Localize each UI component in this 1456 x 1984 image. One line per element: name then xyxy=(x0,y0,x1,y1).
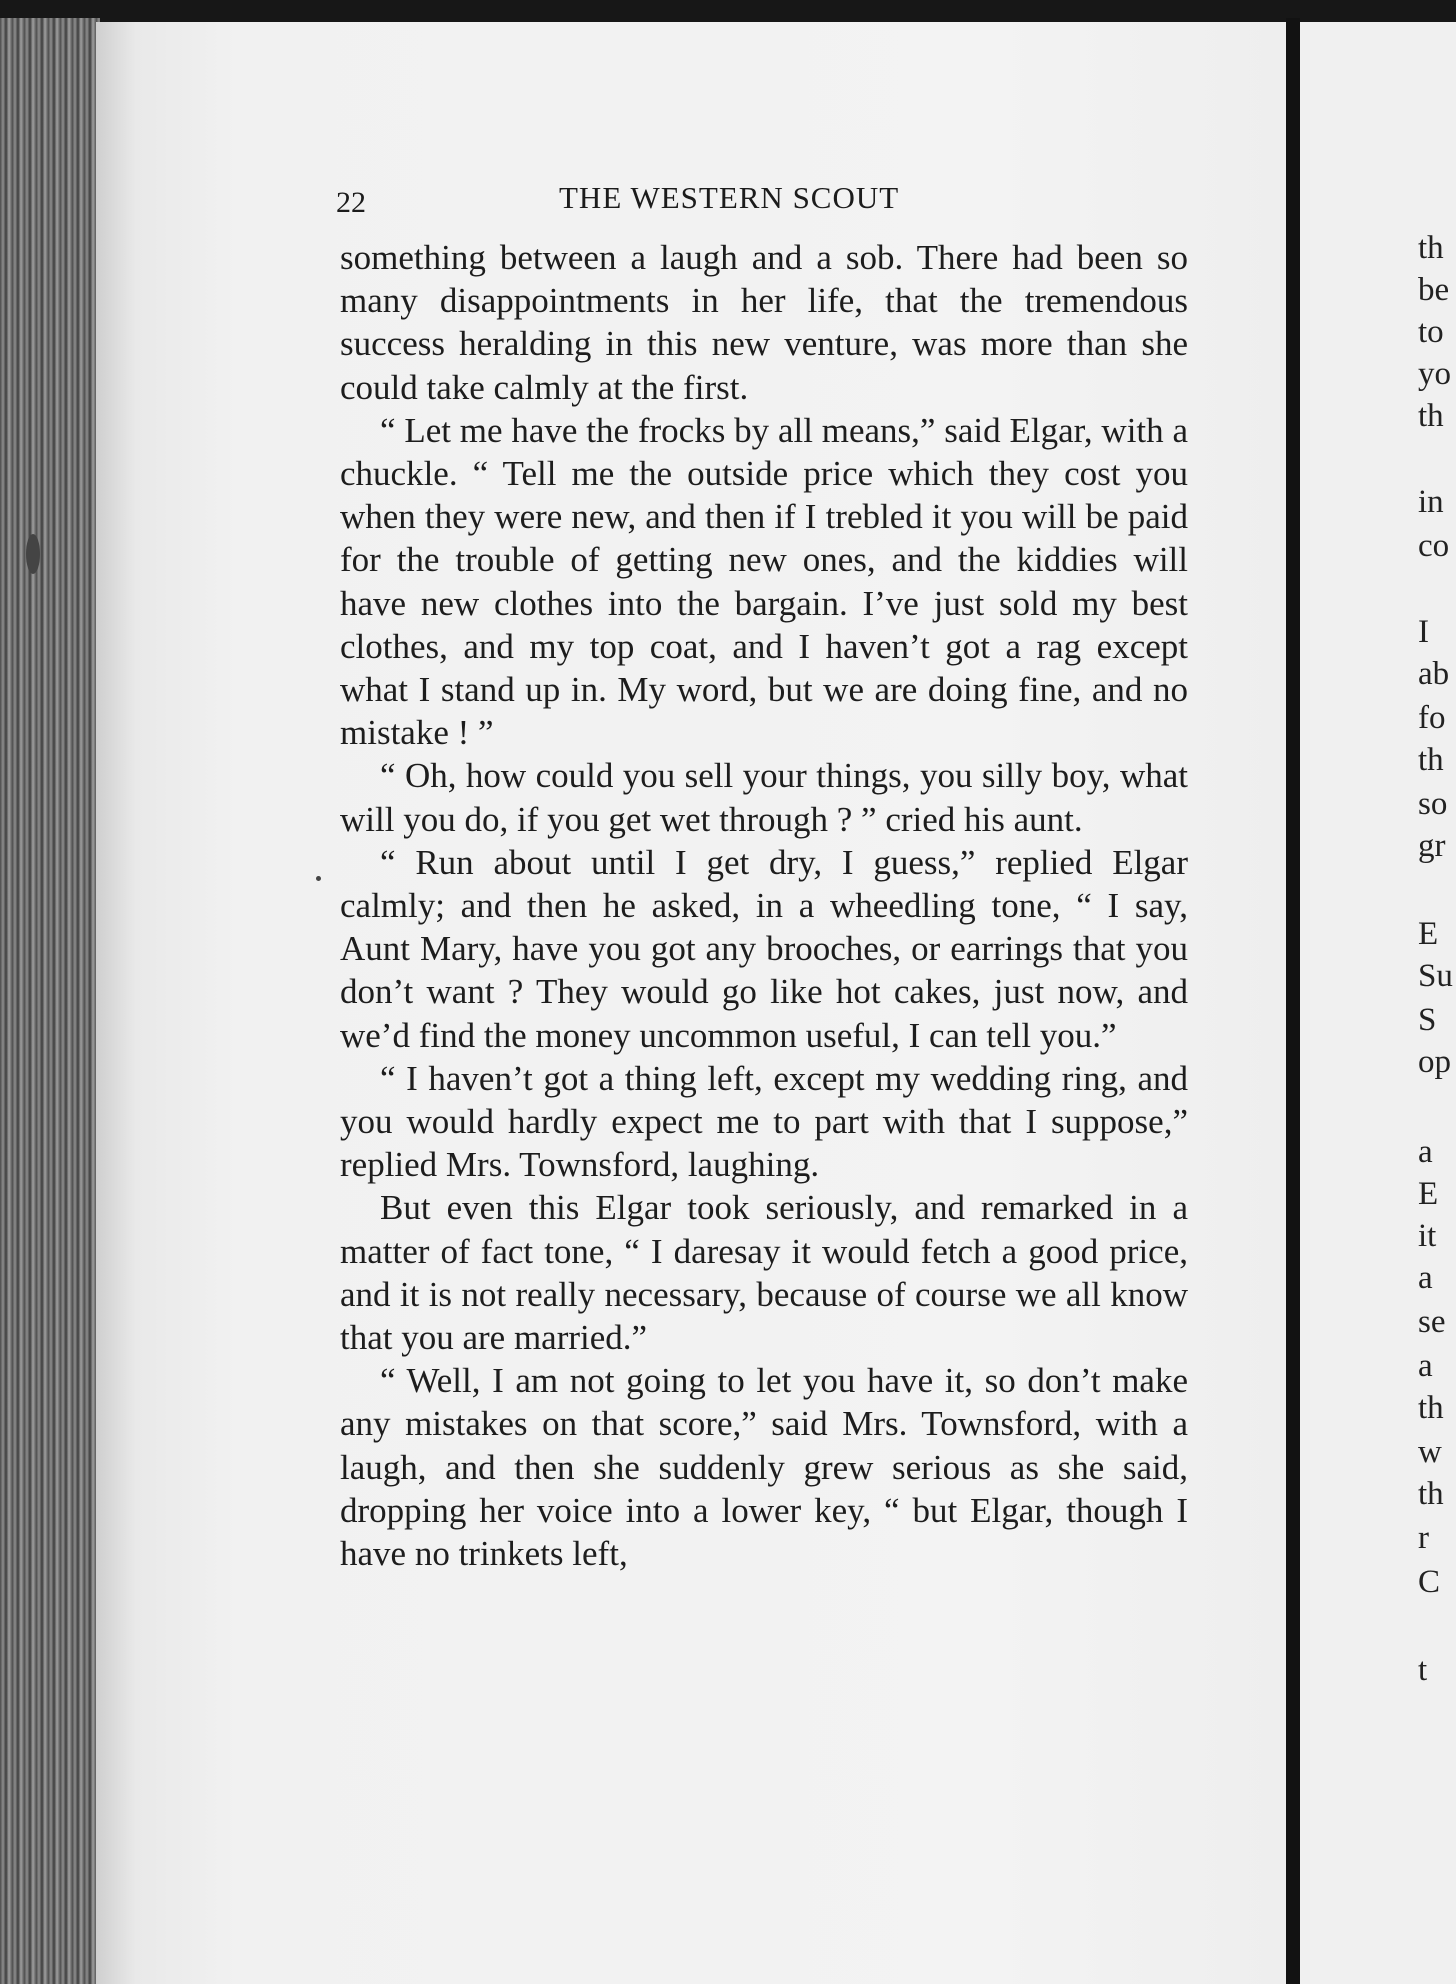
facing-fragment: gr xyxy=(1418,828,1446,864)
body-text xyxy=(340,236,1188,1575)
facing-fragment: so xyxy=(1418,786,1448,822)
facing-fragment: ab xyxy=(1418,656,1450,692)
book-gutter xyxy=(1286,18,1300,1984)
facing-fragment: a xyxy=(1418,1134,1433,1170)
facing-fragment: se xyxy=(1418,1304,1446,1340)
facing-fragment: S xyxy=(1418,1002,1437,1038)
facing-fragment: in xyxy=(1418,484,1444,520)
facing-fragment: t xyxy=(1418,1652,1428,1688)
facing-fragment: E xyxy=(1418,1176,1439,1212)
facing-fragment: yo xyxy=(1418,356,1451,392)
facing-fragment: Su xyxy=(1418,958,1453,994)
page-number: 22 xyxy=(336,186,366,219)
page-edges xyxy=(0,18,100,1984)
facing-fragment: I xyxy=(1418,614,1429,650)
paragraph: “ Run about until I get dry, I guess,” replied Elgar calmly; and then he asked, in a wheedling tone, “ I say, Aunt Mary, have you got any brooches, or earrings that you don’t want ? They would go like hot cakes, just now, and we’d find the money uncommon useful, I can tell you.” xyxy=(340,842,1188,1055)
facing-fragment: th xyxy=(1418,742,1444,778)
paragraph: “ Let me have the frocks by all means,” said Elgar, with a chuckle. “ Tell me the outside price which they cost you when they were new, and then if I trebled it you will be paid for the trouble of getting new ones, and the kiddies will have new clothes into the bargain. I’ve just sold my best clothes, and my top coat, and I haven’t got a rag except what I stand up in. My word, but we are doing fine, and no mistake ! ” xyxy=(340,410,1188,753)
facing-fragment: fo xyxy=(1418,700,1446,736)
facing-fragment: to xyxy=(1418,314,1444,350)
facing-fragment: th xyxy=(1418,1390,1444,1426)
facing-fragment: th xyxy=(1418,230,1444,266)
facing-fragment: r xyxy=(1418,1520,1429,1556)
facing-fragment: op xyxy=(1418,1044,1451,1080)
scan-top-border xyxy=(0,0,1456,22)
paragraph: “ Oh, how could you sell your things, you silly boy, what will you do, if you get wet through ? ” cried his aunt. xyxy=(340,756,1188,839)
page-speck xyxy=(316,876,321,881)
facing-fragment: a xyxy=(1418,1260,1433,1296)
paragraph: “ Well, I am not going to let you have it, so don’t make any mistakes on that score,” said Mrs. Townsford, with a laugh, and then she suddenly grew serious as she said, dropping her voice into a lower key, “ but Elgar, though I have no trinkets left, xyxy=(340,1361,1188,1574)
paragraph: But even this Elgar took seriously, and remarked in a matter of fact tone, “ I daresay it would fetch a good price, and it is not really necessary, because of course we all know that you are married.” xyxy=(340,1188,1188,1358)
facing-fragment: co xyxy=(1418,528,1450,564)
facing-page-text xyxy=(1418,0,1456,1984)
paragraph: something between a laugh and a sob. There had been so many disappointments in her life, that the tremendous success heralding in this new venture, was more than she could take calmly at the first. xyxy=(340,238,1188,407)
paragraph: “ I haven’t got a thing left, except my wedding ring, and you would hardly expect me to part with that I suppose,” replied Mrs. Townsford, laughing. xyxy=(340,1058,1188,1185)
facing-fragment: w xyxy=(1418,1434,1442,1470)
facing-fragment: E xyxy=(1418,916,1439,952)
facing-fragment: a xyxy=(1418,1348,1433,1384)
running-head: THE WESTERN SCOUT xyxy=(559,180,900,215)
binding-mark xyxy=(26,534,40,574)
facing-fragment: C xyxy=(1418,1564,1441,1600)
facing-fragment: th xyxy=(1418,1476,1444,1512)
facing-fragment: be xyxy=(1418,272,1450,308)
page-header xyxy=(336,178,962,218)
facing-fragment: it xyxy=(1418,1218,1437,1254)
facing-fragment: th xyxy=(1418,398,1444,434)
